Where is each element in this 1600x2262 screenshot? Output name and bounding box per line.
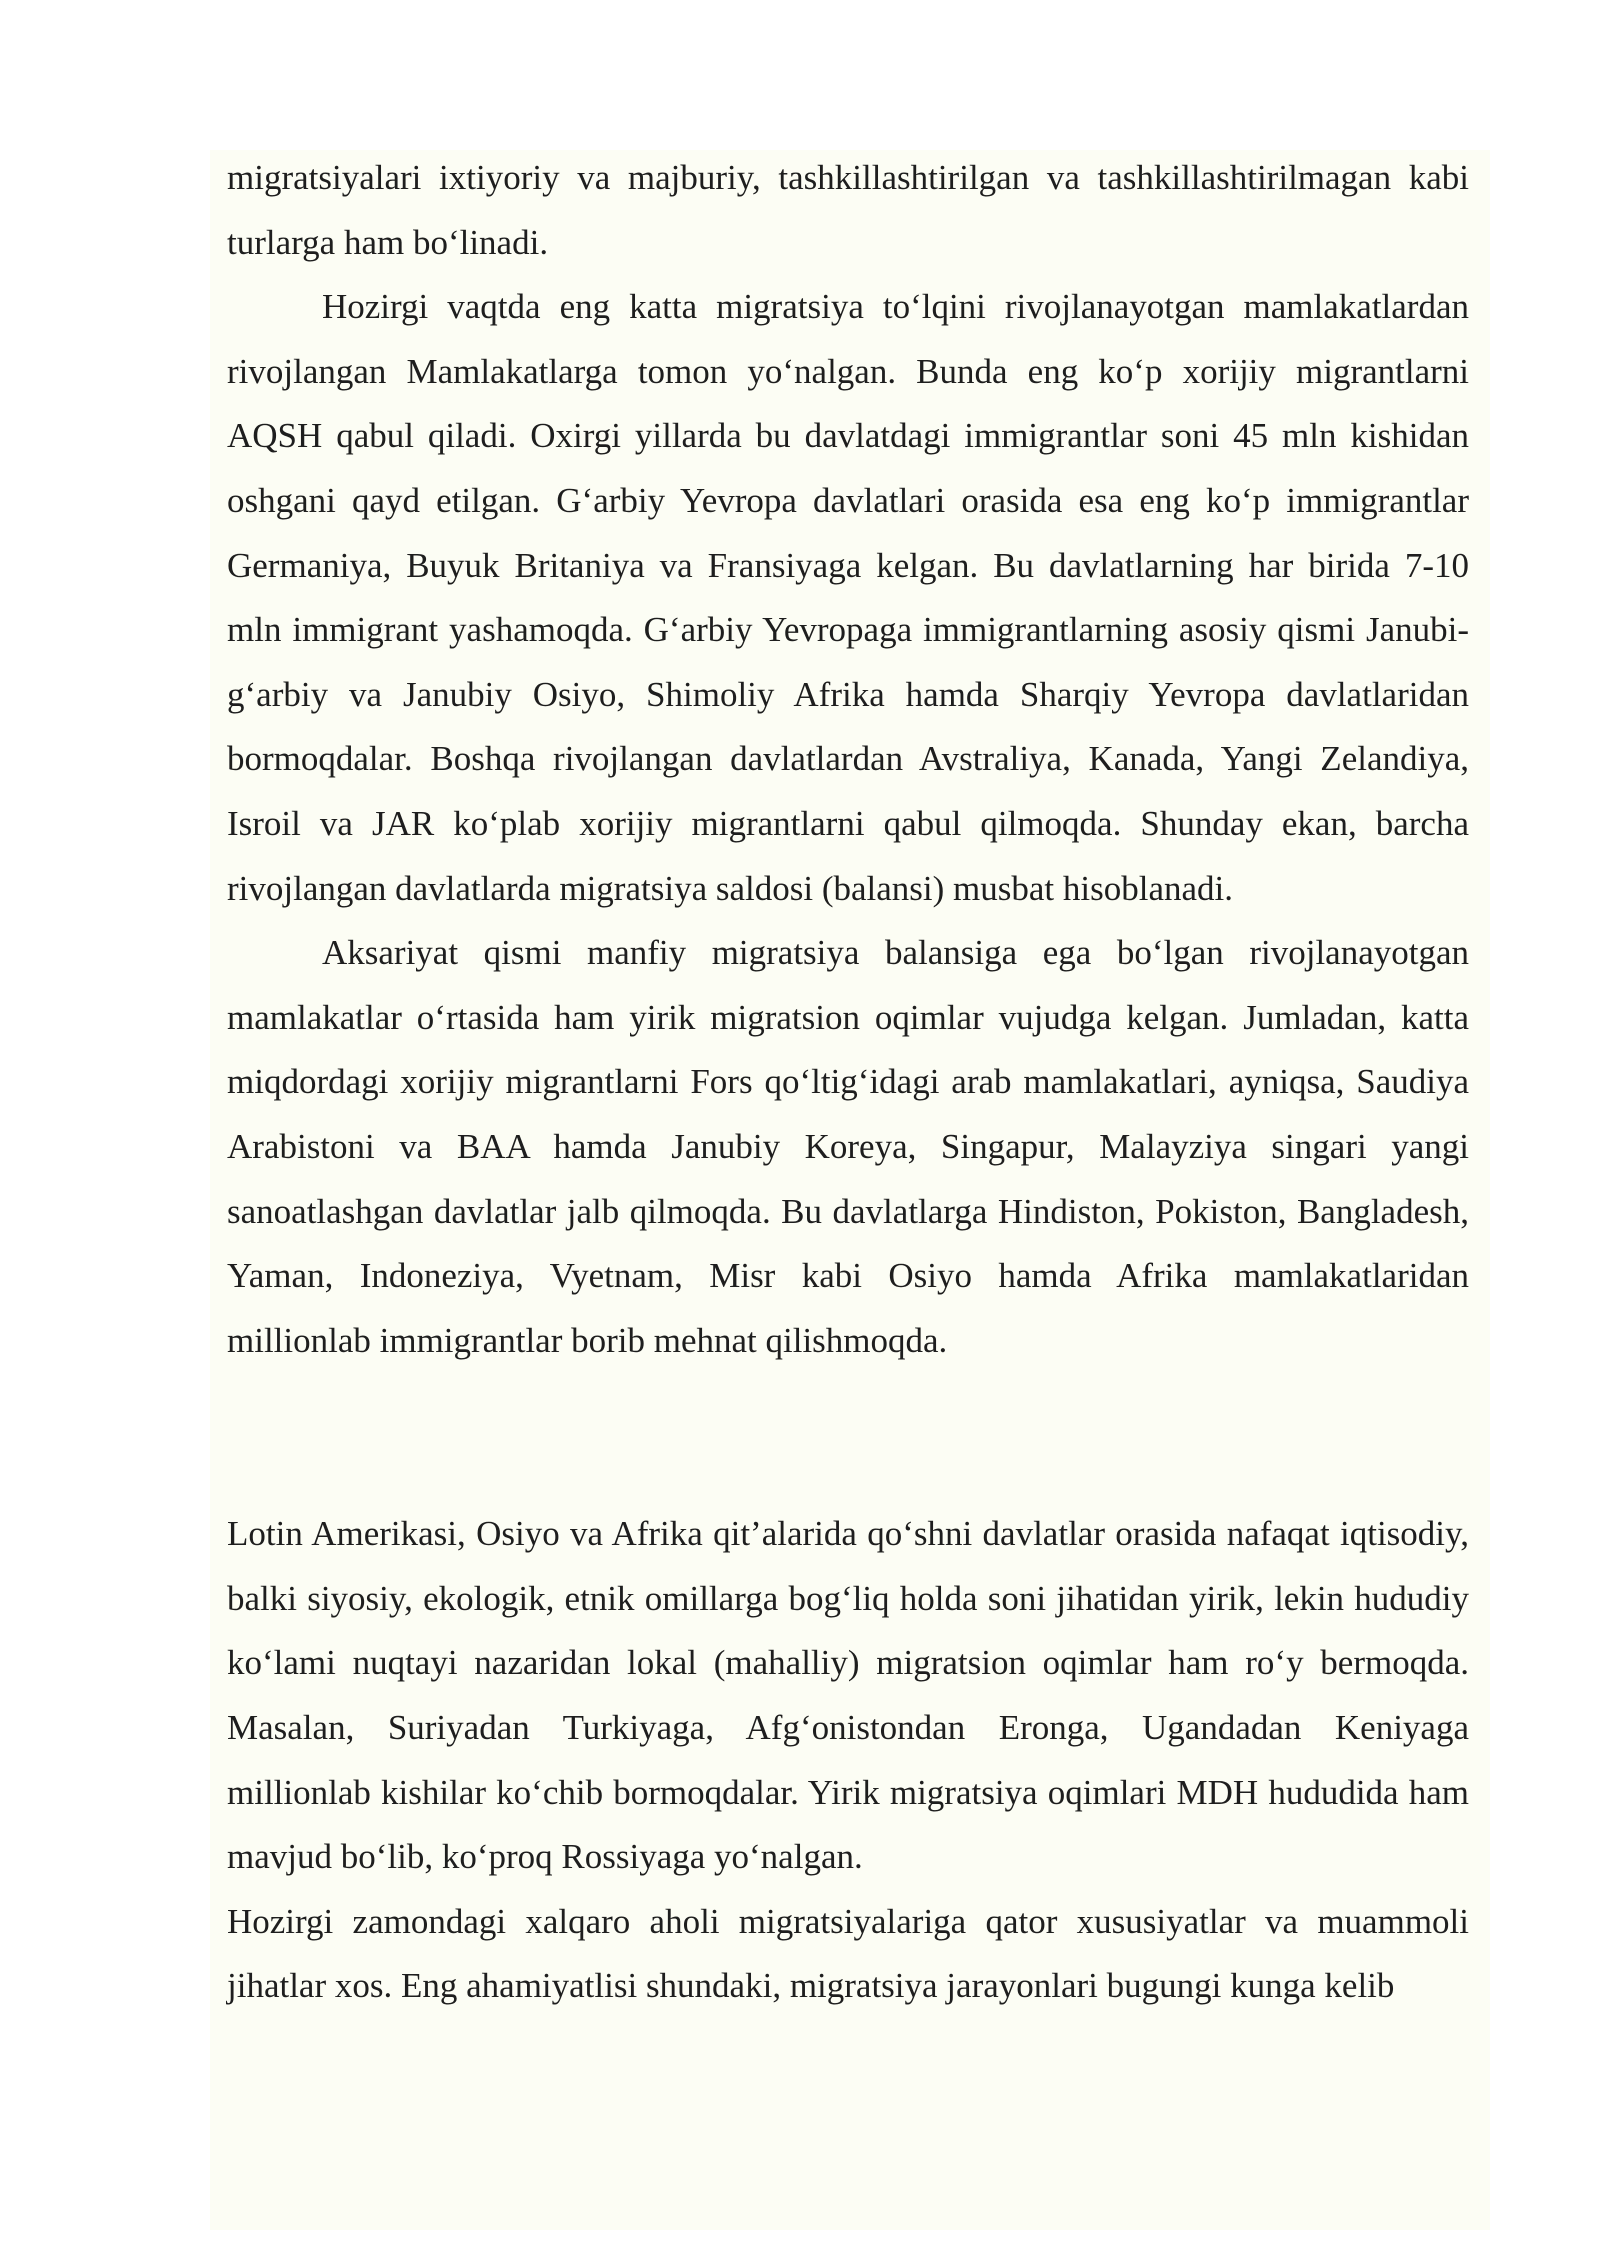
paragraph-migration-to-developed-countries: Hozirgi vaqtda eng katta migratsiya to‘lqini rivojlanayotgan mamlakatlardan rivojlangan Mamlakatlarga tomon yo‘nalgan. Bunda eng ko‘p xorijiy migrantlarni AQSH qabul qiladi. Oxirgi yillarda bu davlatdagi immigrantlar soni 45 mln kishidan oshgani qayd etilgan. G‘arbiy Yevropa davlatlari orasida esa eng ko‘p immigrantlar Germaniya, Buyuk Britaniya va Fransiyaga kelgan. Bu davlatlarning har birida 7-10 mln immigrant yashamoqda. G‘arbiy Yevropaga immigrantlarning asosiy qismi Janubi-g‘arbiy va Janubiy Osiyo, Shimoliy Afrika hamda Sharqiy Yevropa davlatlaridan bormoqdalar. Boshqa rivojlangan davlatlardan Avstraliya, Kanada, Yangi Zelandiya, Isroil va JAR ko‘plab xorijiy migrantlarni qabul qilmoqda. Shunday ekan, barcha rivojlangan davlatlarda migratsiya saldosi (balansi) musbat hisoblanadi. [227, 287, 1469, 908]
paragraph-local-migration-flows: Lotin Amerikasi, Osiyo va Afrika qit’alarida qo‘shni davlatlar orasida nafaqat iqtisodiy, balki siyosiy, ekologik, etnik omillarga bog‘liq holda soni jihatidan yirik, lekin hududiy ko‘lami nuqtayi nazaridan lokal (mahalliy) migratsion oqimlar ham ro‘y bermoqda. Masalan, Suriyadan Turkiyaga, Afg‘onistondan Eronga, Ugandadan Keniyaga millionlab kishilar ko‘chib bormoqdalar. Yirik migratsiya oqimlari MDH hududida ham mavjud bo‘lib, ko‘proq Rossiyaga yo‘nalgan. [227, 1514, 1469, 1877]
paragraph-migration-among-developing-countries: Aksariyat qismi manfiy migratsiya balansiga ega bo‘lgan rivojlanayotgan mamlakatlar o‘rtasida ham yirik migratsion oqimlar vujudga kelgan. Jumladan, katta miqdordagi xorijiy migrantlarni Fors qo‘ltig‘idagi arab mamlakatlari, ayniqsa, Saudiya Arabistoni va BAA hamda Janubiy Koreya, Singapur, Malayziya singari yangi sanoatlashgan davlatlar jalb qilmoqda. Bu davlatlarga Hindiston, Pokiston, Bangladesh, Yaman, Indoneziya, Vyetnam, Misr kabi Osiyo hamda Afrika mamlakatlaridan millionlab immigrantlar borib mehnat qilishmoqda. [227, 933, 1469, 1360]
paragraph-gap [227, 1373, 1469, 1502]
paragraph-modern-migration-features: Hozirgi zamondagi xalqaro aholi migratsiyalariga qator xususiyatlar va muammoli jihatlar xos. Eng ahamiyatlisi shundaki, migratsiya jarayonlari bugungi kunga kelib [227, 1901, 1469, 2006]
paragraph-continuation: migratsiyalari ixtiyoriy va majburiy, tashkillashtirilgan va tashkillashtirilmagan kabi turlarga ham bo‘linadi. [227, 158, 1469, 262]
document-body [227, 146, 1469, 2019]
